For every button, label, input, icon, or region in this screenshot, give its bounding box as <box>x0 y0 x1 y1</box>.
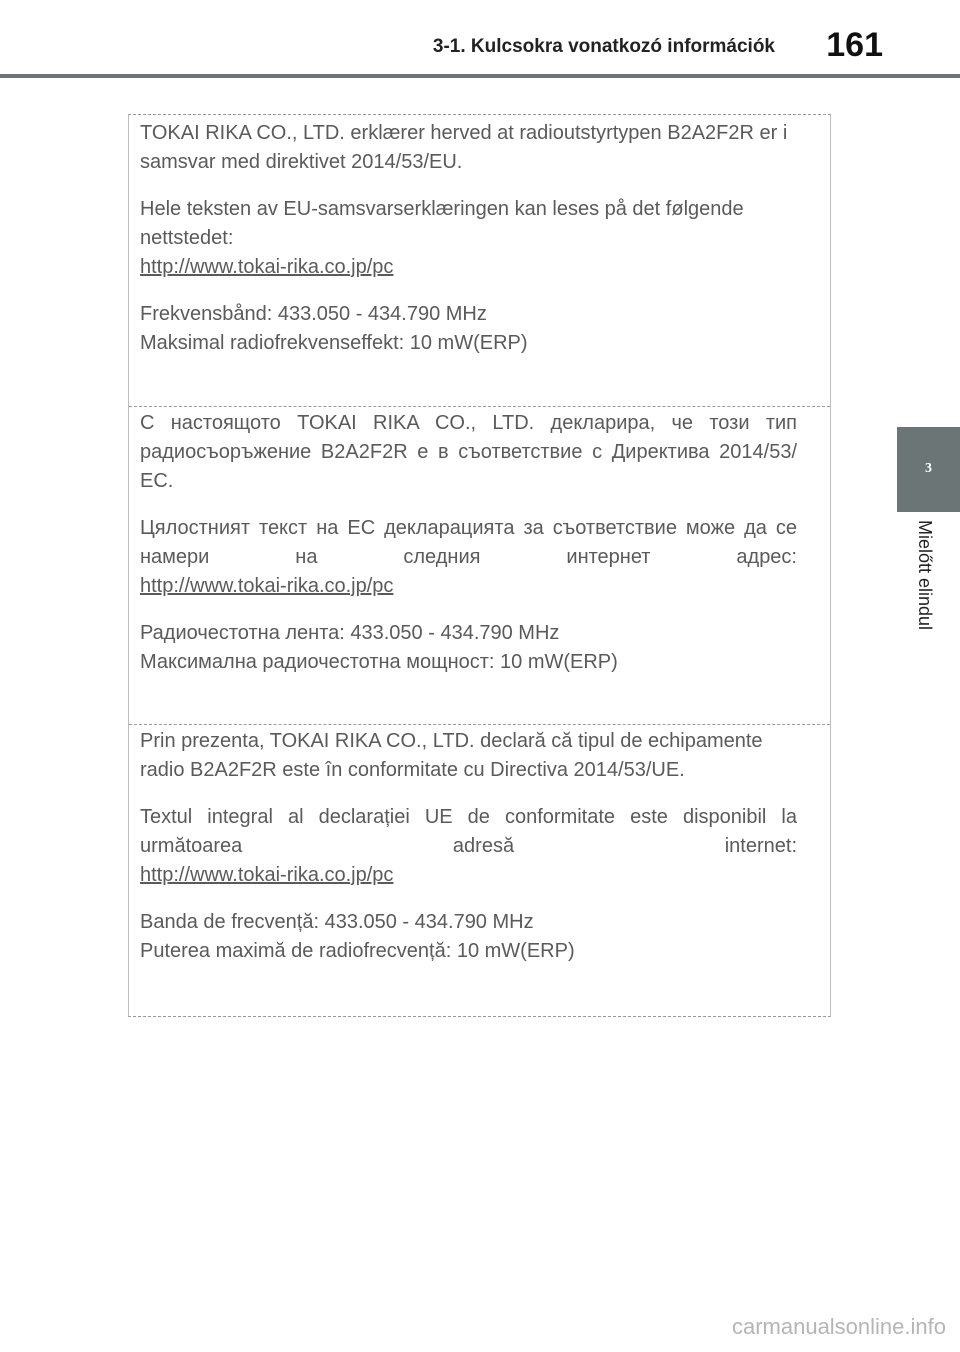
chapter-tab <box>897 427 960 512</box>
radio-specs <box>140 619 797 677</box>
radio-specs <box>140 300 797 358</box>
declaration-statement <box>140 409 797 496</box>
page-number: 161 <box>826 26 883 64</box>
declaration-statement: Prin prezenta, TOKAI RIKA CO., LTD. declară că tipul de echipamente radio B2A2F2R este în conformitate cu Directiva 2014/53/UE. <box>140 730 763 781</box>
radio-specs <box>140 908 797 966</box>
max-power: Maksimal radiofrekvenseffekt: 10 mW(ERP) <box>140 332 528 354</box>
full-text-info <box>140 195 797 282</box>
max-power: Максимална радиочестотна мощност: 10 mW(ERP) <box>140 651 618 673</box>
full-text-intro: Hele teksten av EU-samsvarserklæringen kan leses på det følgende nettstedet: <box>140 198 744 249</box>
full-text-info <box>140 514 797 601</box>
chapter-label <box>914 520 936 660</box>
full-text-intro: Textul integral al declarației UE de conformitate este disponibil la următoarea adresă internet: <box>140 806 797 857</box>
declaration-bulgarian <box>129 406 830 677</box>
declaration-box <box>128 114 831 1017</box>
declaration-romanian <box>129 724 830 966</box>
full-text-intro: Цялостният текст на ЕС декларацията за съответствие може да се намери на следния интернет адрес: <box>140 517 797 568</box>
declaration-norwegian <box>129 119 830 358</box>
declaration-url-link[interactable]: http://www.tokai-rika.co.jp/pc <box>140 864 394 886</box>
frequency-band: Banda de frecvență: 433.050 - 434.790 MHz <box>140 911 534 933</box>
section-title: 3-1. Kulcsokra vonatkozó információk <box>432 36 775 57</box>
chapter-number: 3 <box>925 461 932 476</box>
chapter-label-text: Mielőtt elindul <box>915 520 935 631</box>
declaration-url-link[interactable]: http://www.tokai-rika.co.jp/pc <box>140 256 394 278</box>
declaration-statement: TOKAI RIKA CO., LTD. erklærer herved at radioutstyrtypen B2A2F2R er i samsvar med direktivet 2014/53/EU. <box>140 122 788 173</box>
frequency-band: Радиочестотна лента: 433.050 - 434.790 MHz <box>140 622 560 644</box>
full-text-info <box>140 803 797 890</box>
declaration-statement-text: С настоящото TOKAI RIKA CO., LTD. декларира, че този тип радиосъоръжение B2A2F2R е в съответствие с Директива 2014/53/ЕС. <box>140 412 797 492</box>
declaration-url-link[interactable]: http://www.tokai-rika.co.jp/pc <box>140 575 394 597</box>
page-header <box>0 0 960 80</box>
frequency-band: Frekvensbånd: 433.050 - 434.790 MHz <box>140 303 487 325</box>
max-power: Puterea maximă de radiofrecvență: 10 mW(ERP) <box>140 940 575 962</box>
header-rule <box>0 74 960 78</box>
site-watermark: carmanualsonline.info <box>731 1314 946 1339</box>
